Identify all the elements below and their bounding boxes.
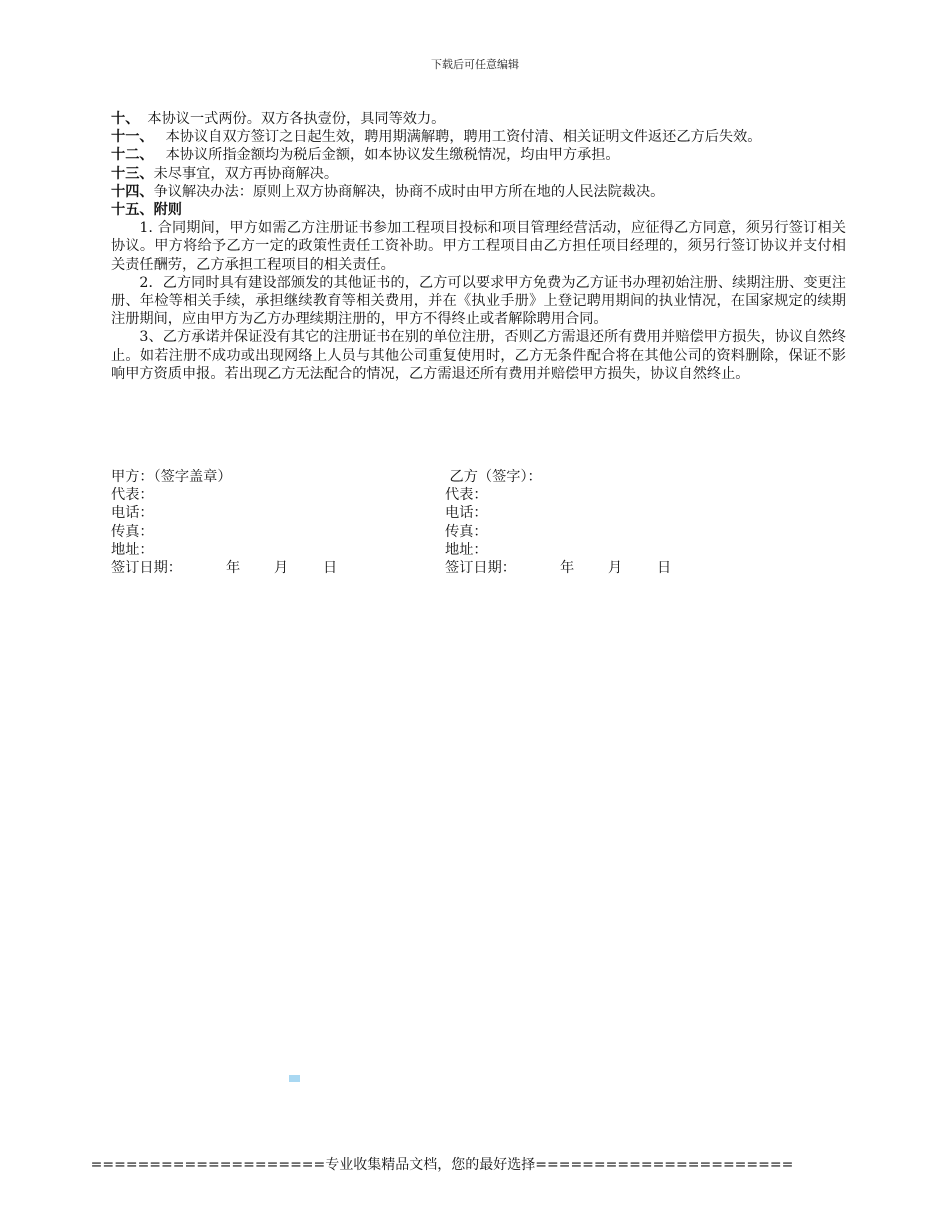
date-year: 年 bbox=[560, 560, 575, 577]
date-month: 月 bbox=[608, 560, 623, 577]
clause-number: 十一、 bbox=[111, 129, 154, 146]
party-a-representative: 代表： bbox=[111, 487, 154, 504]
clause-number: 十三、 bbox=[111, 165, 154, 182]
party-a-address: 地址： bbox=[111, 541, 154, 558]
party-b-representative: 代表： bbox=[445, 487, 488, 504]
date-day: 日 bbox=[657, 560, 672, 577]
clause-number: 十四、 bbox=[111, 183, 154, 200]
date-month: 月 bbox=[274, 560, 289, 577]
date-day: 日 bbox=[323, 560, 338, 577]
clause-14 bbox=[111, 183, 846, 201]
selection-marker bbox=[289, 1075, 300, 1082]
appendix-item-1: 1. 合同期间，甲方如需乙方注册证书参加工程项目投标和项目管理经营活动，应征得乙方同意，须另行签订相关协议。甲方将给予乙方一定的政策性责任工资补助。甲方工程项目由乙方担任项目经理的，须另行签订协议并支付相关责任酬劳，乙方承担工程项目的相关责任。 bbox=[111, 220, 846, 273]
party-a-date bbox=[111, 559, 337, 577]
clause-number: 十二、 bbox=[111, 147, 154, 164]
date-label: 签订日期： bbox=[445, 560, 516, 577]
clause-13 bbox=[111, 165, 846, 183]
appendix-heading: 十五、附则 bbox=[111, 202, 182, 219]
party-b-fax: 传真： bbox=[445, 523, 488, 540]
party-b-phone: 电话： bbox=[445, 505, 488, 522]
party-b-address: 地址： bbox=[445, 541, 488, 558]
page-header: 下载后可任意编辑 bbox=[431, 58, 519, 71]
clause-text: 本协议所指金额均为税后金额，如本协议发生缴税情况，均由甲方承担。 bbox=[165, 147, 620, 164]
party-a-signature bbox=[111, 468, 337, 577]
party-a-title: 甲方：（签字盖章） bbox=[111, 469, 232, 485]
party-b-signature bbox=[445, 468, 671, 577]
clause-text: 本协议一式两份。双方各执壹份，具同等效力。 bbox=[147, 111, 446, 127]
clause-10 bbox=[111, 110, 846, 128]
party-a-fax: 传真： bbox=[111, 523, 154, 540]
party-a-phone: 电话： bbox=[111, 505, 154, 522]
clause-12 bbox=[111, 146, 846, 164]
document-body bbox=[111, 110, 846, 383]
clause-text: 本协议自双方签订之日起生效，聘用期满解聘，聘用工资付清、相关证明文件返还乙方后失效。 bbox=[165, 129, 762, 146]
clause-number: 十、 bbox=[111, 111, 140, 127]
date-label: 签订日期： bbox=[111, 560, 182, 577]
clause-text: 争议解决办法：原则上双方协商解决，协商不成时由甲方所在地的人民法院裁决。 bbox=[153, 183, 665, 200]
date-year: 年 bbox=[226, 560, 241, 577]
clause-11 bbox=[111, 128, 846, 146]
appendix-item-3: 3、乙方承诺并保证没有其它的注册证书在别的单位注册，否则乙方需退还所有费用并赔偿甲方损失，协议自然终止。如若注册不成功或出现网络上人员与其他公司重复使用时，乙方无条件配合将在其他公司的资料删除，保证不影响甲方资质申报。若出现乙方无法配合的情况，乙方需退还所有费用并赔偿甲方损失，协议自然终止。 bbox=[111, 329, 846, 382]
appendix-item-2: 2．乙方同时具有建设部颁发的其他证书的，乙方可以要求甲方免费为乙方证书办理初始注册、续期注册、变更注册、年检等相关手续，承担继续教育等相关费用，并在《执业手册》上登记聘用期间的执业情况，在国家规定的续期注册期间，应由甲方为乙方办理续期注册的，甲方不得终止或者解除聘用合同。 bbox=[111, 274, 846, 328]
party-b-title: 乙方（签字）： bbox=[445, 469, 542, 485]
clause-text: 未尽事宜，双方再协商解决。 bbox=[153, 165, 339, 182]
party-b-date bbox=[445, 559, 671, 577]
page-footer: ====================专业收集精品文档，您的最好选择====================== bbox=[90, 1157, 794, 1173]
